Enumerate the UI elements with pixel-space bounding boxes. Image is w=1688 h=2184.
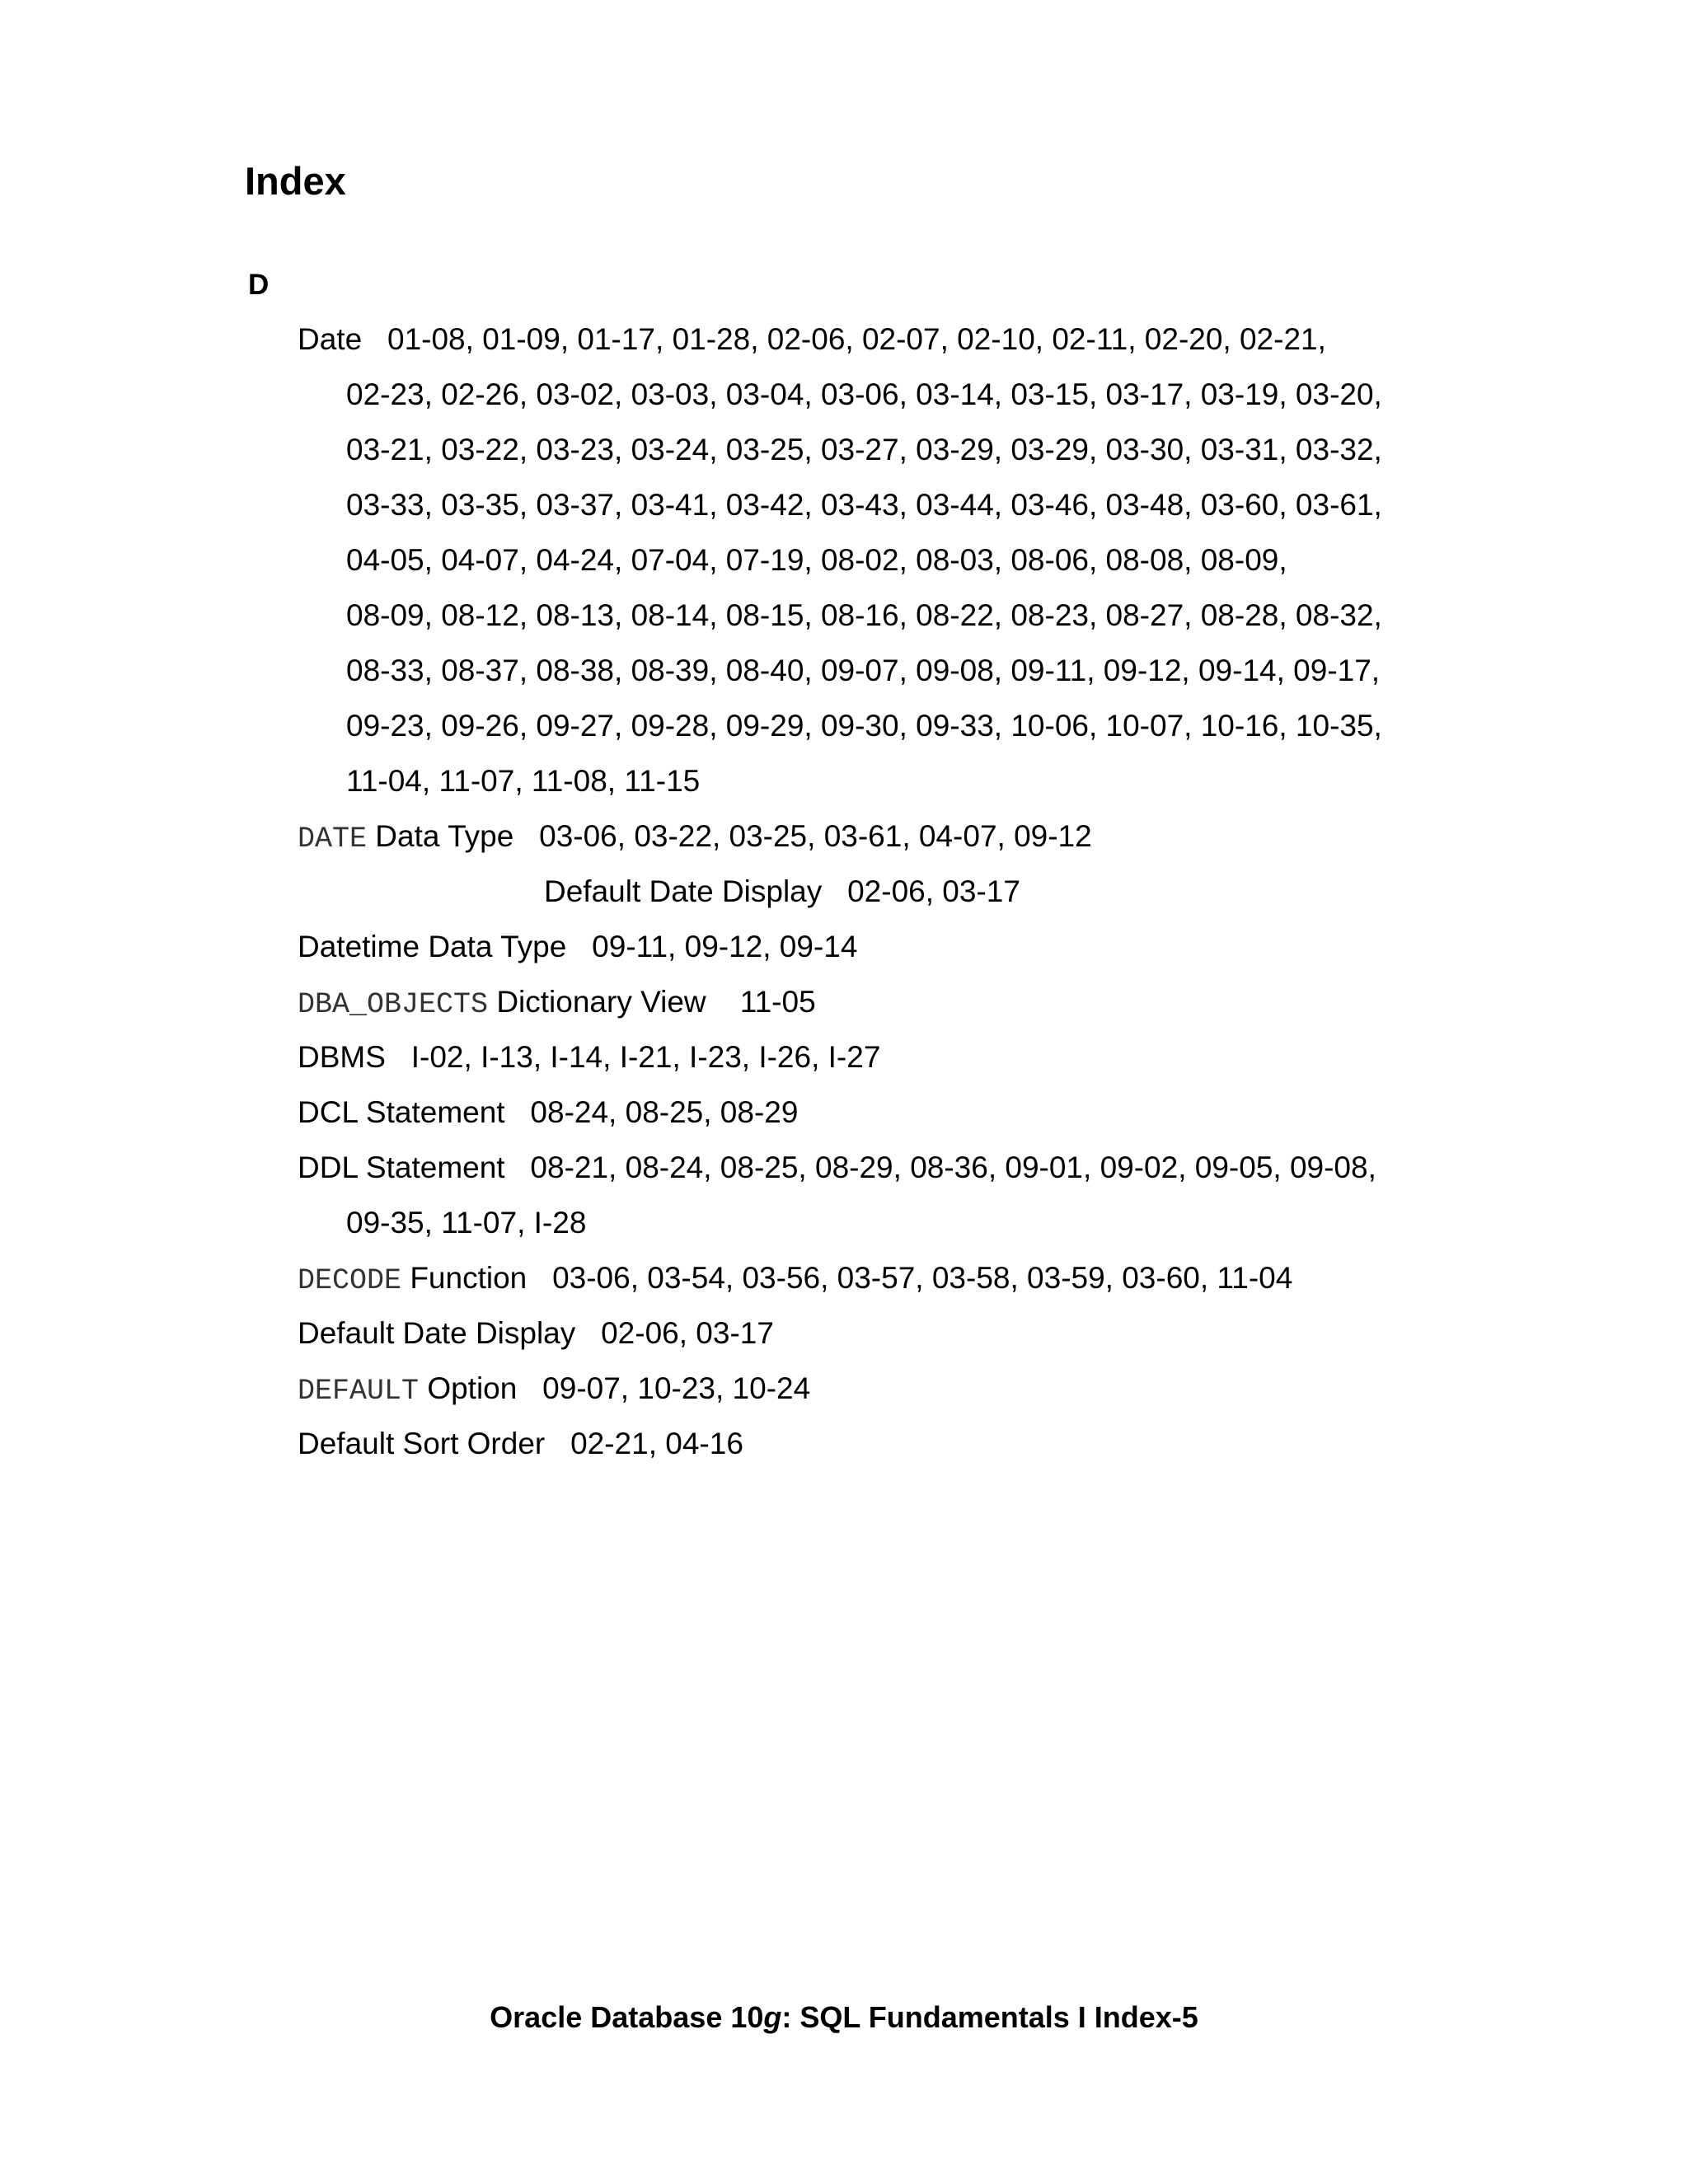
index-page-refs: I-02, I-13, I-14, I-21, I-23, I-26, I-27	[410, 1040, 881, 1074]
index-entry	[0, 1416, 1688, 1471]
index-term: Function	[410, 1261, 528, 1295]
index-entry	[0, 1250, 1688, 1305]
index-entry-line	[0, 1140, 1688, 1195]
footer-suffix: : SQL Fundamentals I Index-5	[781, 2000, 1198, 2034]
index-page-refs: 08-21, 08-24, 08-25, 08-29, 08-36, 09-01, 09-02, 09-05, 09-08,	[530, 1151, 1376, 1184]
index-page-refs: 11-05	[731, 985, 816, 1019]
index-entry-line	[0, 1305, 1688, 1361]
index-subentry	[0, 864, 1688, 919]
index-term: Default Sort Order	[298, 1427, 546, 1460]
index-entry-continuation	[0, 532, 1688, 588]
index-entry-continuation	[0, 643, 1688, 698]
index-entry	[0, 1029, 1688, 1085]
index-term: Default Date Display	[298, 1316, 576, 1350]
index-entry-line	[0, 1250, 1688, 1305]
index-entry	[0, 1305, 1688, 1361]
index-entry	[0, 919, 1688, 974]
index-entry	[0, 1361, 1688, 1416]
index-entry-line	[0, 312, 1688, 367]
index-entry-continuation	[0, 588, 1688, 643]
index-entry-continuation	[0, 477, 1688, 532]
index-entry-line	[0, 919, 1688, 974]
index-page-refs: 01-08, 01-09, 01-17, 01-28, 02-06, 02-07, 02-10, 02-11, 02-20, 02-21,	[387, 322, 1326, 356]
index-subterm-refs: 02-06, 03-17	[847, 874, 1020, 908]
index-entry-line	[0, 1085, 1688, 1140]
index-entry-line	[0, 974, 1688, 1029]
index-term: Datetime Data Type	[298, 930, 567, 963]
index-entry-line	[0, 1416, 1688, 1471]
index-page-refs: 09-11, 09-12, 09-14	[592, 930, 858, 963]
index-page-refs: 08-09, 08-12, 08-13, 08-14, 08-15, 08-16, 08-22, 08-23, 08-27, 08-28, 08-32,	[346, 598, 1382, 632]
footer-prefix: Oracle Database 10	[490, 2000, 764, 2034]
index-term: Dictionary View	[496, 985, 706, 1019]
section-letter: D	[248, 269, 270, 301]
index-page-refs: 09-23, 09-26, 09-27, 09-28, 09-29, 09-30, 09-33, 10-06, 10-07, 10-16, 10-35,	[346, 709, 1382, 743]
index-page-refs: 02-23, 02-26, 03-02, 03-03, 03-04, 03-06, 03-14, 03-15, 03-17, 03-19, 03-20,	[346, 377, 1382, 411]
index-page-refs: 08-33, 08-37, 08-38, 08-39, 08-40, 09-07, 09-08, 09-11, 09-12, 09-14, 09-17,	[346, 654, 1381, 687]
index-page-refs: 08-24, 08-25, 08-29	[530, 1095, 799, 1129]
index-term: DBMS	[298, 1040, 386, 1074]
index-entry	[0, 808, 1688, 919]
index-term: Date	[298, 322, 363, 356]
index-page-refs: 02-06, 03-17	[601, 1316, 774, 1350]
index-page-refs: 03-06, 03-22, 03-25, 03-61, 04-07, 09-12	[539, 819, 1092, 853]
index-entries	[0, 312, 1688, 1471]
index-term: Option	[427, 1371, 518, 1405]
index-subterm: Default Date Display	[544, 874, 823, 908]
index-page-refs: 09-35, 11-07, I-28	[346, 1206, 587, 1240]
index-page-refs: 03-21, 03-22, 03-23, 03-24, 03-25, 03-27, 03-29, 03-29, 03-30, 03-31, 03-32,	[346, 433, 1382, 466]
index-entry-continuation	[0, 753, 1688, 808]
index-entry-continuation	[0, 1195, 1688, 1250]
index-term: Data Type	[375, 819, 514, 853]
index-entry	[0, 1085, 1688, 1140]
index-page-refs: 11-04, 11-07, 11-08, 11-15	[346, 764, 701, 798]
index-entry-continuation	[0, 422, 1688, 477]
index-entry-line	[0, 808, 1688, 864]
index-entry	[0, 974, 1688, 1029]
index-page-refs: 09-07, 10-23, 10-24	[542, 1371, 811, 1405]
index-page-refs: 03-33, 03-35, 03-37, 03-41, 03-42, 03-43, 03-44, 03-46, 03-48, 03-60, 03-61,	[346, 488, 1382, 522]
index-term-code: DECODE	[298, 1264, 402, 1297]
index-page-refs: 02-21, 04-16	[570, 1427, 743, 1460]
index-entry-line	[0, 1361, 1688, 1416]
index-entry-continuation	[0, 698, 1688, 753]
index-entry-continuation	[0, 367, 1688, 422]
index-entry	[0, 312, 1688, 808]
index-entry-line	[0, 1029, 1688, 1085]
index-page-refs: 04-05, 04-07, 04-24, 07-04, 07-19, 08-02, 08-03, 08-06, 08-08, 08-09,	[346, 543, 1287, 577]
page-title: Index	[245, 159, 346, 203]
index-term: DDL Statement	[298, 1151, 505, 1184]
index-term-code: DBA_OBJECTS	[298, 988, 489, 1021]
index-page-refs: 03-06, 03-54, 03-56, 03-57, 03-58, 03-59, 03-60, 11-04	[552, 1261, 1293, 1295]
page-footer	[0, 2000, 1688, 2034]
index-term-code: DATE	[298, 823, 368, 855]
index-term: DCL Statement	[298, 1095, 505, 1129]
footer-italic: g	[763, 2000, 782, 2034]
index-term-code: DEFAULT	[298, 1375, 420, 1408]
index-entry	[0, 1140, 1688, 1250]
